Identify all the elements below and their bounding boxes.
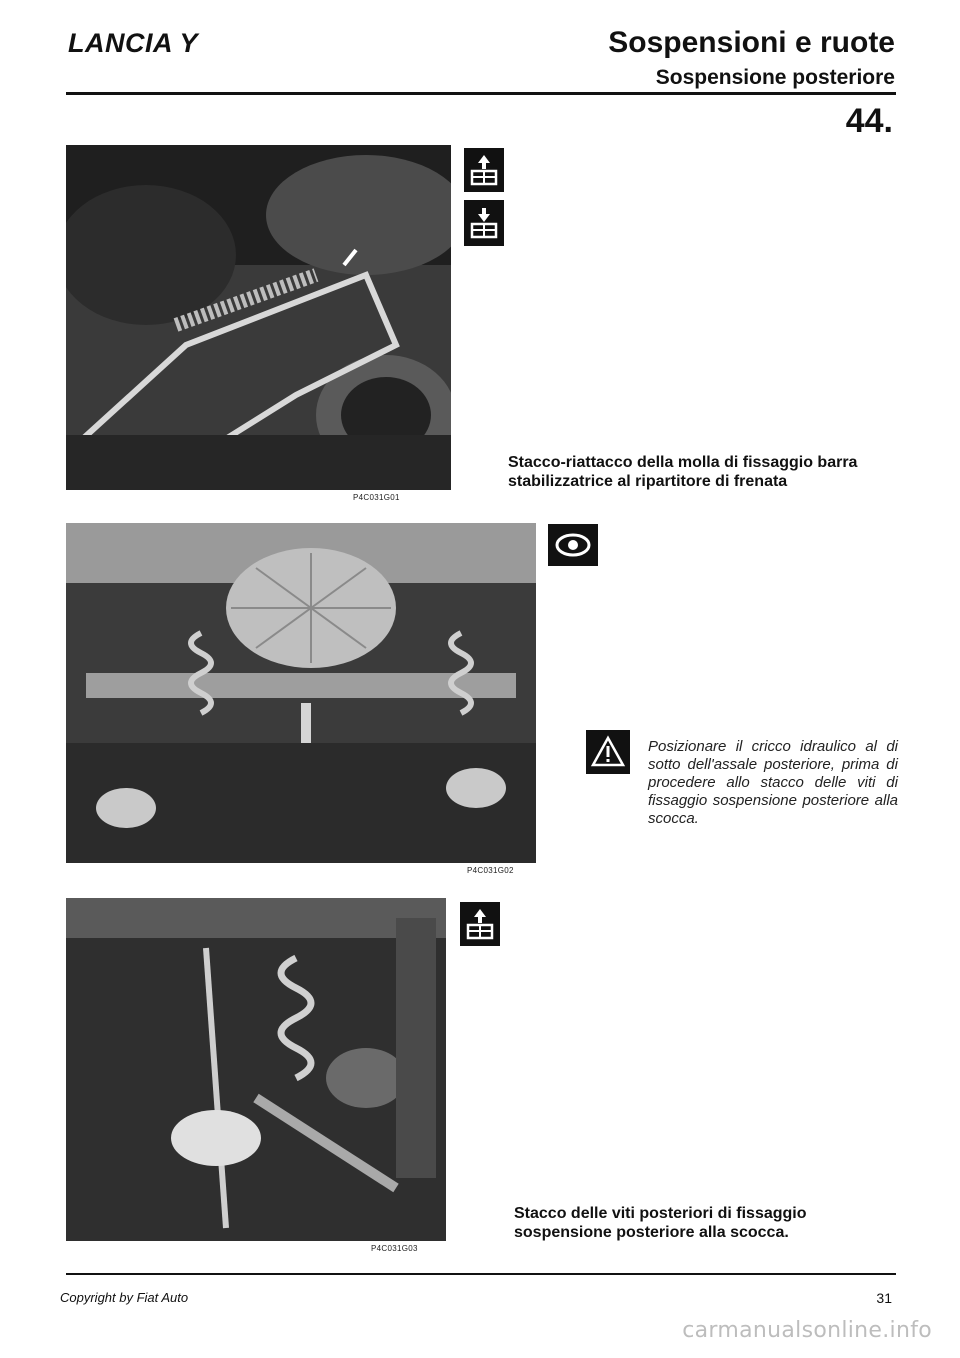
warning-note: Posizionare il cricco idraulico al di sotto dell'assale posteriore, prima di procedere allo stacco delle viti di fissaggio sospensione posteriore alla scocca. (648, 738, 898, 827)
chapter-number: 44. (845, 102, 893, 140)
header-rule (66, 92, 896, 95)
photo-code: P4C031G02 (467, 866, 514, 875)
section-subtitle: Sospensione posteriore (655, 66, 895, 89)
watermark-text: carmanualsonline.info (682, 1318, 932, 1343)
warning-icon (586, 730, 630, 774)
remove-refit-icon (464, 148, 504, 192)
brand-title: LANCIA Y (68, 28, 199, 58)
remove-refit-icon (464, 200, 504, 246)
footer-rule (66, 1273, 896, 1275)
photo-rear-axle (66, 523, 536, 863)
remove-refit-icon (460, 902, 500, 946)
photo-stabilizer-spring (66, 145, 451, 490)
photo-code: P4C031G03 (371, 1244, 418, 1253)
photo-code: P4C031G01 (353, 493, 400, 502)
copyright-text: Copyright by Fiat Auto (60, 1290, 189, 1305)
section-title: Sospensioni e ruote (608, 26, 895, 59)
photo-rear-suspension-screws (66, 898, 446, 1241)
caption-rear-suspension-screws: Stacco delle viti posteriori di fissaggio sospensione posteriore alla scocca. (514, 1205, 807, 1241)
caption-stabilizer-spring: Stacco-riattacco della molla di fissaggio barra stabilizzatrice al ripartitore di frenata (508, 454, 858, 490)
page-number: 31 (876, 1290, 892, 1306)
inspect-icon (548, 524, 598, 566)
